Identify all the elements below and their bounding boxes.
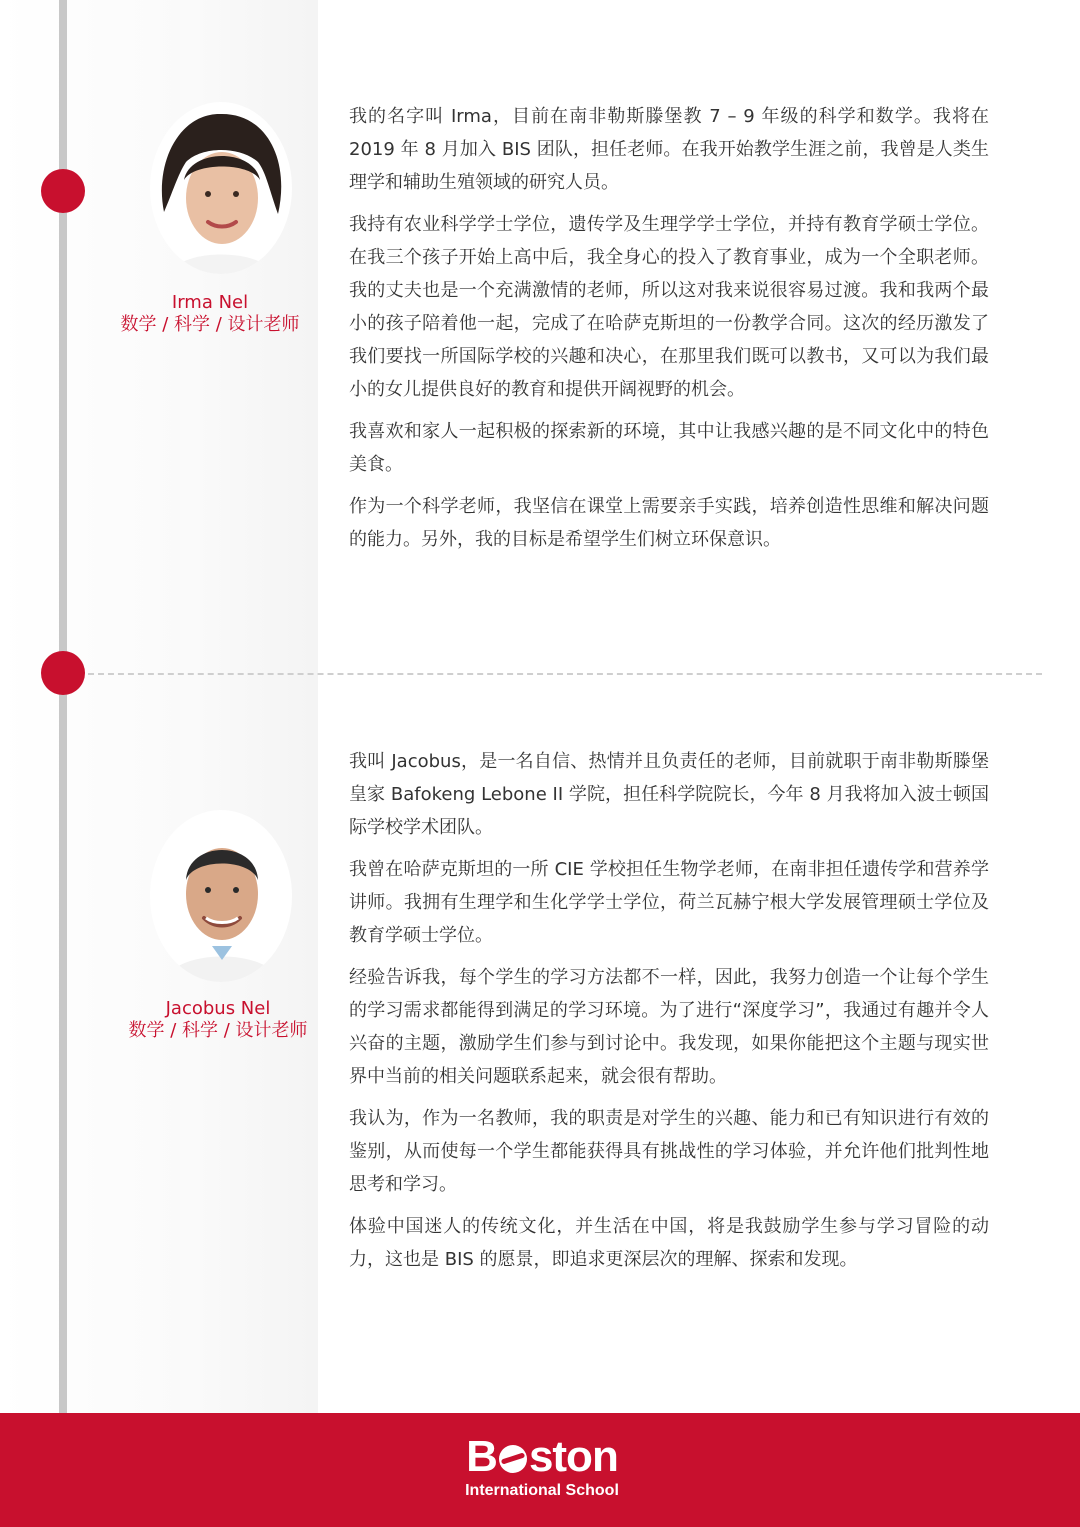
- bio-paragraph: 作为一个科学老师，我坚信在课堂上需要亲手实践，培养创造性思维和解决问题的能力。另外，我的目标是希望学生们树立环保意识。: [349, 496, 989, 550]
- bio-paragraph: 我叫 Jacobus，是一名自信、热情并且负责任的老师，目前就职于南非勒斯滕堡皇家 Bafokeng Lebone II 学院，担任科学院院长，今年 8 月我将加入波士顿国际学校学术团队。: [349, 751, 989, 838]
- teacher-portrait-photo: [150, 810, 292, 982]
- bio-paragraph: 我的名字叫 Irma，目前在南非勒斯滕堡教 7 – 9 年级的科学和数学。我将在 2019 年 8 月加入 BIS 团队，担任老师。在我开始教学生涯之前，我曾是人类生理学和辅助生殖领域的研究人员。: [349, 106, 989, 193]
- timeline-dot: [41, 169, 85, 213]
- logo-wordmark-start: B: [466, 1432, 497, 1481]
- teacher-name: Jacobus Nel: [165, 998, 271, 1019]
- logo-subtitle: International School: [465, 1482, 619, 1499]
- section-divider: [88, 673, 1042, 675]
- bio-paragraph: 我持有农业科学学士学位，遗传学及生理学学士学位，并持有教育学硕士学位。在我三个孩子开始上高中后，我全身心的投入了教育事业，成为一个全职老师。我的丈夫也是一个充满激情的老师，所以这对我来说很容易过渡。我和我两个最小的孩子陪着他一起，完成了在哈萨克斯坦的一份教学合同。这次的经历激发了我们要找一所国际学校的兴趣和决心，在那里我们既可以教书，又可以为我们最小的女儿提供良好的教育和提供开阔视野的机会。: [349, 214, 989, 400]
- bio-paragraph: 体验中国迷人的传统文化，并生活在中国，将是我鼓励学生参与学习冒险的动力，这也是 BIS 的愿景，即追求更深层次的理解、探索和发现。: [349, 1216, 989, 1270]
- school-logo: [452, 1432, 632, 1512]
- bio-paragraph: 我喜欢和家人一起积极的探索新的环境，其中让我感兴趣的是不同文化中的特色美食。: [349, 421, 989, 475]
- teacher-name: Irma Nel: [171, 292, 249, 313]
- teacher-role: 数学 / 科学 / 设计老师: [120, 314, 300, 335]
- teacher-role: 数学 / 科学 / 设计老师: [128, 1020, 308, 1041]
- teacher-bio: [349, 745, 989, 1285]
- teacher-portrait-photo: [150, 102, 292, 274]
- logo-wordmark: [452, 1432, 632, 1482]
- ball-icon: [499, 1445, 527, 1473]
- bio-paragraph: 经验告诉我，每个学生的学习方法都不一样，因此，我努力创造一个让每个学生的学习需求都能得到满足的学习环境。为了进行“深度学习”，我通过有趣并令人兴奋的主题，激励学生们参与到讨论中。我发现，如果你能把这个主题与现实世界中当前的相关问题联系起来，就会很有帮助。: [349, 967, 989, 1087]
- timeline-dot: [41, 651, 85, 695]
- teacher-bio: [349, 100, 989, 565]
- bio-paragraph: 我曾在哈萨克斯坦的一所 CIE 学校担任生物学老师，在南非担任遗传学和营养学讲师。我拥有生理学和生化学学士学位，荷兰瓦赫宁根大学发展管理硕士学位及教育学硕士学位。: [349, 859, 989, 946]
- teacher-caption: [108, 998, 328, 1042]
- bio-paragraph: 我认为，作为一名教师，我的职责是对学生的兴趣、能力和已有知识进行有效的鉴别，从而使每一个学生都能获得具有挑战性的学习体验，并允许他们批判性地思考和学习。: [349, 1108, 989, 1195]
- teacher-caption: [100, 292, 320, 336]
- logo-wordmark-end: ston: [528, 1432, 618, 1481]
